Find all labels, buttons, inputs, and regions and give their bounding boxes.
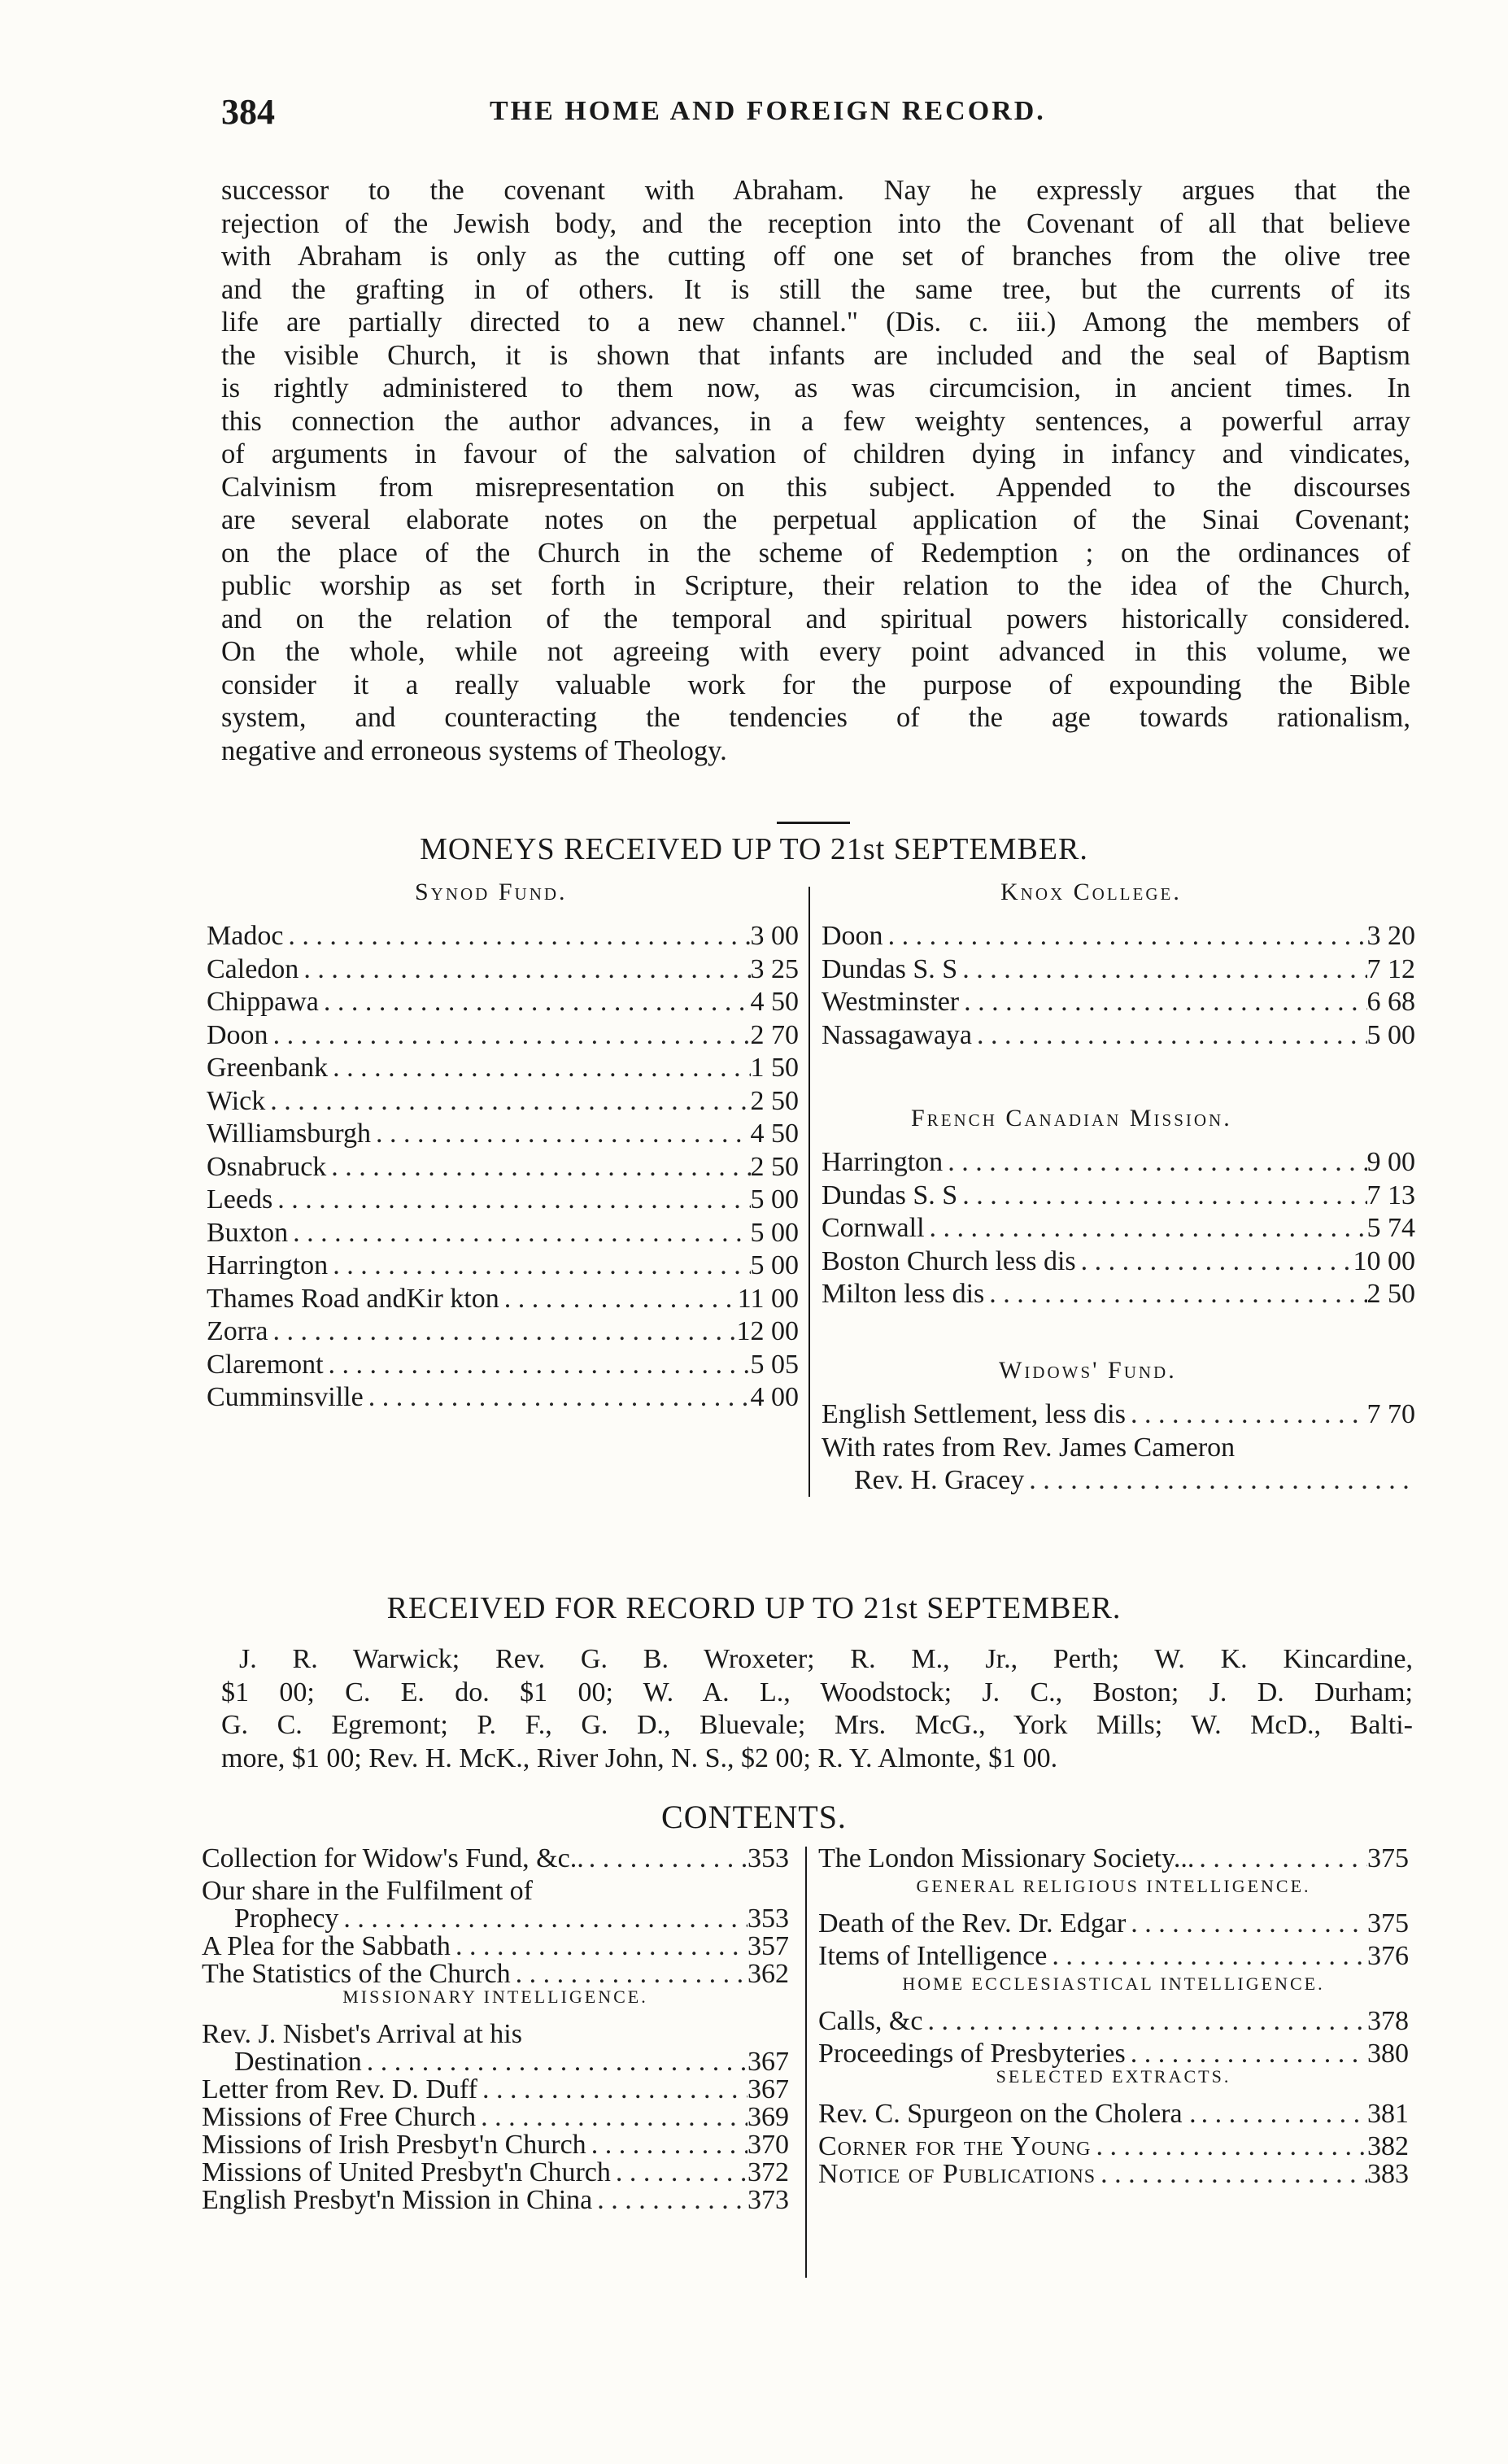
text-line: more, $1 00; Rev. H. McK., River John, N. S., $2 00; R. Y. Almonte, $1 00. xyxy=(221,1742,1058,1773)
widows-fund-heading: Widows' Fund. xyxy=(999,1357,1177,1384)
synod-fund-list xyxy=(207,921,799,1415)
list-item: Leeds . . . 5 00 xyxy=(207,1184,799,1218)
text-line: and on the relation of the temporal and spiritual powers historically considered. xyxy=(221,603,1410,635)
toc-entry: The London Missionary Society... . . . 375 xyxy=(818,1843,1409,1876)
list-item: Chippawa . . . 4 50 xyxy=(207,987,799,1020)
list-item: Wick . . . 2 50 xyxy=(207,1086,799,1119)
list-item: Doon . . . 2 70 xyxy=(207,1020,799,1053)
moneys-title: MONEYS RECEIVED UP TO 21st SEPTEMBER. xyxy=(420,832,1088,866)
french-canadian-heading: French Canadian Mission. xyxy=(911,1105,1232,1132)
list-item: Buxton . . . 5 00 xyxy=(207,1218,799,1251)
toc-entry: Calls, &c . . . 378 xyxy=(818,2006,1409,2039)
list-item: Boston Church less dis . . . 10 00 xyxy=(822,1246,1415,1280)
column-divider xyxy=(805,1847,807,2278)
text-line: On the whole, while not agreeing with every point advanced in this volume, we xyxy=(221,636,1410,667)
record-paragraph xyxy=(221,1643,1413,1775)
text-line: this connection the author advances, in a few weighty sentences, a powerful array xyxy=(221,405,1410,437)
text-line: public worship as set forth in Scripture, their relation to the idea of the Church, xyxy=(221,570,1410,601)
toc-entry: Notice of Publications . . . 383 xyxy=(818,2159,1409,2187)
text-line: consider it a really valuable work for the purpose of expounding the Bible xyxy=(221,669,1410,700)
toc-entry: Collection for Widow's Fund, &c.. . . . 353 xyxy=(202,1843,789,1876)
list-item: Madoc . . . 3 00 xyxy=(207,921,799,954)
column-divider xyxy=(808,887,810,1497)
toc-entry: Items of Intelligence . . . 376 xyxy=(818,1941,1409,1973)
toc-entry: A Plea for the Sabbath . . . 357 xyxy=(202,1931,789,1959)
text-line: of arguments in favour of the salvation of children dying in infancy and vindicates, xyxy=(221,438,1410,469)
list-item: Thames Road andKir kton . . . 11 00 xyxy=(207,1284,799,1317)
list-item: Dundas S. S . . . 7 13 xyxy=(822,1180,1415,1214)
toc-subhead: SELECTED EXTRACTS. xyxy=(996,2066,1231,2087)
text-line: Calvinism from misrepresentation on this subject. Appended to the discourses xyxy=(221,471,1410,503)
list-item: Cornwall . . . 5 74 xyxy=(822,1213,1415,1246)
toc-subhead: GENERAL RELIGIOUS INTELLIGENCE. xyxy=(916,1876,1311,1896)
toc-entry: Death of the Rev. Dr. Edgar . . . 375 xyxy=(818,1908,1409,1941)
list-item: Westminster . . . 6 68 xyxy=(822,987,1415,1020)
list-item: English Settlement, less dis . . . 7 70 xyxy=(822,1399,1415,1433)
list-item: Cumminsville . . . 4 00 xyxy=(207,1382,799,1415)
list-item: Harrington . . . 9 00 xyxy=(822,1147,1415,1180)
list-item: Rev. H. Gracey . . . xyxy=(822,1465,1415,1498)
toc-entry: Destination . . . 367 xyxy=(202,2047,789,2074)
text-line: the visible Church, it is shown that infants are included and the seal of Baptism xyxy=(221,339,1410,371)
toc-entry: English Presbyt'n Mission in China . . . 373 xyxy=(202,2185,789,2213)
widows-fund-list xyxy=(822,1399,1415,1498)
contents-right xyxy=(818,1843,1409,2187)
toc-entry: Our share in the Fulfilment of xyxy=(202,1876,533,1906)
text-line: rejection of the Jewish body, and the reception into the Covenant of all that believe xyxy=(221,207,1410,239)
separator-rule xyxy=(777,822,850,824)
text-line: negative and erroneous systems of Theology. xyxy=(221,735,727,766)
toc-subhead: MISSIONARY INTELLIGENCE. xyxy=(342,1986,648,2007)
text-line: life are partially directed to a new channel." (Dis. c. iii.) Among the members of xyxy=(221,307,1410,338)
list-item: Osnabruck . . . 2 50 xyxy=(207,1152,799,1185)
toc-entry: Proceedings of Presbyteries . . . 380 xyxy=(818,2039,1409,2066)
list-item: With rates from Rev. James Cameron xyxy=(822,1432,1236,1463)
toc-entry: Prophecy . . . 353 xyxy=(202,1904,789,1931)
toc-entry: Rev. J. Nisbet's Arrival at his xyxy=(202,2019,522,2049)
list-item: Zorra . . . 12 00 xyxy=(207,1316,799,1350)
review-paragraph xyxy=(221,174,1410,767)
contents-left xyxy=(202,1843,789,2213)
french-canadian-list xyxy=(822,1147,1415,1312)
toc-entry: Corner for the Young . . . 382 xyxy=(818,2131,1409,2159)
toc-entry: Rev. C. Spurgeon on the Cholera . . . . 381 xyxy=(818,2099,1409,2131)
list-item: Caledon . . . 3 25 xyxy=(207,954,799,988)
toc-entry: Letter from Rev. D. Duff . . . 367 xyxy=(202,2074,789,2102)
page-header xyxy=(221,91,1417,140)
toc-entry: The Statistics of the Church . . . 362 xyxy=(202,1959,789,1986)
list-item: Greenbank . . . 1 50 xyxy=(207,1053,799,1086)
list-item: Williamsburgh . . . 4 50 xyxy=(207,1119,799,1152)
knox-college-heading: Knox College. xyxy=(1000,879,1182,905)
page-number: 384 xyxy=(221,92,275,132)
toc-entry: Missions of Free Church . . . 369 xyxy=(202,2102,789,2130)
text-line: system, and counteracting the tendencies of the age towards rationalism, xyxy=(221,702,1410,733)
list-item: Claremont . . . 5 05 xyxy=(207,1350,799,1383)
running-head: THE HOME AND FOREIGN RECORD. xyxy=(490,96,1046,126)
text-line: J. R. Warwick; Rev. G. B. Wroxeter; R. M., Jr., Perth; W. K. Kincardine, xyxy=(239,1644,1413,1674)
text-line: and the grafting in of others. It is still the same tree, but the currents of its xyxy=(221,273,1410,305)
list-item: Doon . . . 3 20 xyxy=(822,921,1415,954)
text-line: are several elaborate notes on the perpetual application of the Sinai Covenant; xyxy=(221,504,1410,535)
list-item: Nassagawaya . . . 5 00 xyxy=(822,1020,1415,1053)
synod-fund-heading: Synod Fund. xyxy=(415,879,568,905)
text-line: successor to the covenant with Abraham. Nay he expressly argues that the xyxy=(221,175,1410,206)
record-title: RECEIVED FOR RECORD UP TO 21st SEPTEMBER. xyxy=(386,1591,1122,1625)
text-line: is rightly administered to them now, as was circumcision, in ancient times. In xyxy=(221,373,1410,403)
knox-college-list xyxy=(822,921,1415,1053)
text-line: on the place of the Church in the scheme of Redemption ; on the ordinances of xyxy=(221,537,1410,569)
text-line: with Abraham is only as the cutting off one set of branches from the olive tree xyxy=(221,241,1410,272)
list-item: Harrington . . . 5 00 xyxy=(207,1250,799,1284)
text-line: G. C. Egremont; P. F., G. D., Bluevale; Mrs. McG., York Mills; W. McD., Balti- xyxy=(221,1710,1413,1740)
list-item: Milton less dis . . . 2 50 xyxy=(822,1279,1415,1312)
list-item: Dundas S. S . . . 7 12 xyxy=(822,954,1415,988)
toc-subhead: HOME ECCLESIASTICAL INTELLIGENCE. xyxy=(902,1973,1325,1994)
contents-title: CONTENTS. xyxy=(661,1799,847,1835)
toc-entry: Missions of Irish Presbyt'n Church . . . 370 xyxy=(202,2130,789,2157)
toc-entry: Missions of United Presbyt'n Church . . . 372 xyxy=(202,2157,789,2185)
text-line: $1 00; C. E. do. $1 00; W. A. L., Woodstock; J. C., Boston; J. D. Durham; xyxy=(221,1677,1413,1707)
